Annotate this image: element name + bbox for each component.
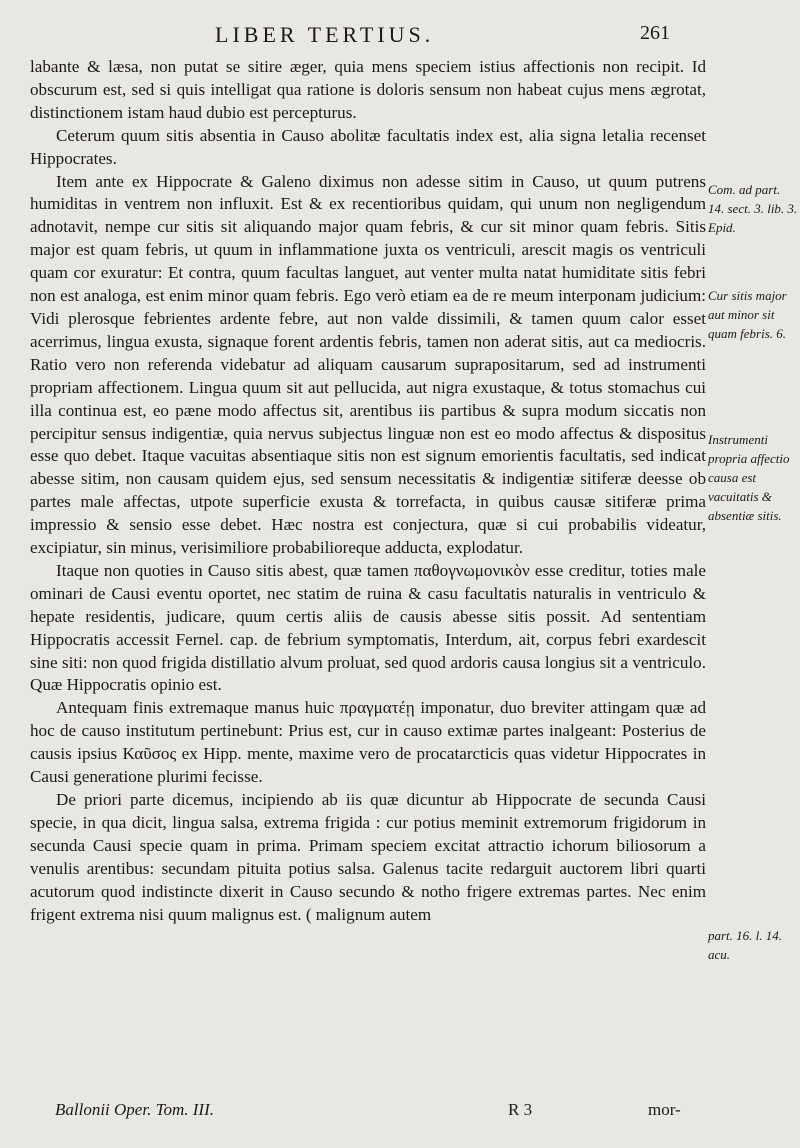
margin-note-sitis: Cur sitis major aut minor sit quam febris. 6.: [708, 288, 787, 341]
running-head: [0, 22, 800, 50]
paragraph-2: Ceterum quum sitis absentia in Causo abolitæ facultatis index est, alia signa letalia recenset Hippocrates.: [30, 125, 706, 168]
main-text: [30, 56, 706, 926]
signature-mark: R 3: [508, 1100, 533, 1119]
footer-title: Ballonii Oper. Tom. III.: [55, 1100, 214, 1119]
paragraph-4: Itaque non quoties in Causo sitis abest, quæ tamen παθογνωμονικὸν esse creditur, toties male ominari de Causi eventu oportet, nec statim de ruina & casu facultatis naturalis in ventriculo & hepate residentis, judicare, quum certis aliis de causis abesse sitis possit. Ad sententiam Hippocratis accessit Fernel. cap. de febrium symptomatis, Interdum, ait, corpus febri exardescit sine siti: non quod frigida distillatio alvum proluat, sed quod ardoris causa longius sit a ventriculo. Quæ Hippocratis opinio est.: [30, 560, 706, 695]
paragraph-6: De priori parte dicemus, incipiendo ab iis quæ dicuntur ab Hippocrate de secunda Causi specie, in qua dicit, lingua salsa, extrema frigida : cur potius meminit extremorum frigidorum in secunda Causi specie quam in prima. Primam speciem excitat attractio ichorum biliosorum a venulis arentibus: secundam pituita potius salsa. Galenus tacite redarguit auctorem libri quarti acutorum quod indistincte dixerit in Causo secundo & notho frigere extremas partes. Nec enim frigent extrema nisi quum malignus est. ( malignum autem: [30, 790, 706, 924]
paragraph-3: Item ante ex Hippocrate & Galeno diximus non adesse sitim in Causo, ut quum putrens humiditas in ventrem non influxit. Est & ex recentioribus quidam, qui unum non negligendum adnotavit, nempe cur sitis sit aliquando major quam febris, & cur sit minor quam febris. Sitis major est quam febris, ut quum in inflammatione juxta os ventriculi, arescit magis os ventriculi quam cor exuratur: Et contra, quum facultas languet, aut venter multa natat humiditate sitis febri non est analoga, est enim minor quam febris. Ego verò etiam ea de re meum interponam judicium: Vidi plerosque febrientes ardente febre, aut non valde dissimili, & tamen quum calor esset acerrimus, lingua exusta, signaque forent ardentis febris, tamen non aderat sitis, aut ca mediocris. Ratio vero non referenda videbatur ad aliquam causarum suprapositarum, sed ad instrumenti propriam affectionem. Lingua quum sit aut pellucida, aut nigra exustaque, & totus stomachus cui illa continua est, eo pæne modo affectus sit, arentibus iis partibus & supra modum siccatis non percipitur sensus indigentiæ, quia nervus subjectus linguæ non est eo modo affectus & dispositus esse quo debet. Itaque vacuitas absentiaque sitis non est signum emorientis facultatis, sed indicat abesse sitim, non causam quidem ejus, sed sensum necessitatis & indigentiæ sitiferæ deesse ob partes male affectas, utpote superficie exusta & torrefacta, in quibus causæ sitiferæ prima impressio & sensio esse debet. Hæc nostra est conjectura, quæ si cui probabilis videatur, excipiatur, sin minus, verisimiliore probabilioreque adducta, explodatur.: [30, 171, 706, 558]
page-number: 261: [640, 22, 670, 44]
paragraph-5: Antequam finis extremaque manus huic πραγματέῃ imponatur, duo breviter attingam quæ ad hoc de causo institutum pertinebunt: Prius est, cur in causo extimæ partes inalgeant: Posterius de causis ipsius Καῦσος ex Hipp. mente, maxime vero de procatarcticis quas videtur Hippocrates in Causi generatione plurimi fecisse.: [30, 698, 706, 787]
page-footer: [0, 1100, 800, 1130]
margin-note-part: part. 16. l. 14. acu.: [708, 928, 783, 962]
catchword: mor-: [648, 1100, 681, 1119]
running-head-title: LIBER TERTIUS.: [215, 22, 435, 47]
margin-note-instrumenti: Instrumenti propria affectio causa est vacuitatis & absentiæ sitis.: [708, 432, 790, 523]
margin-note-reference: Com. ad part. 14. sect. 3. lib. 3. Epid.: [708, 182, 798, 235]
paragraph-1: labante & læsa, non putat se sitire æger, quia mens speciem istius affectionis non recipit. Id obscurum est, sed si quis intelligat qua ratione is doloris sensum non habeat cujus mens ægrotat, distinctionem istam haud dubio est percepturus.: [30, 57, 706, 122]
